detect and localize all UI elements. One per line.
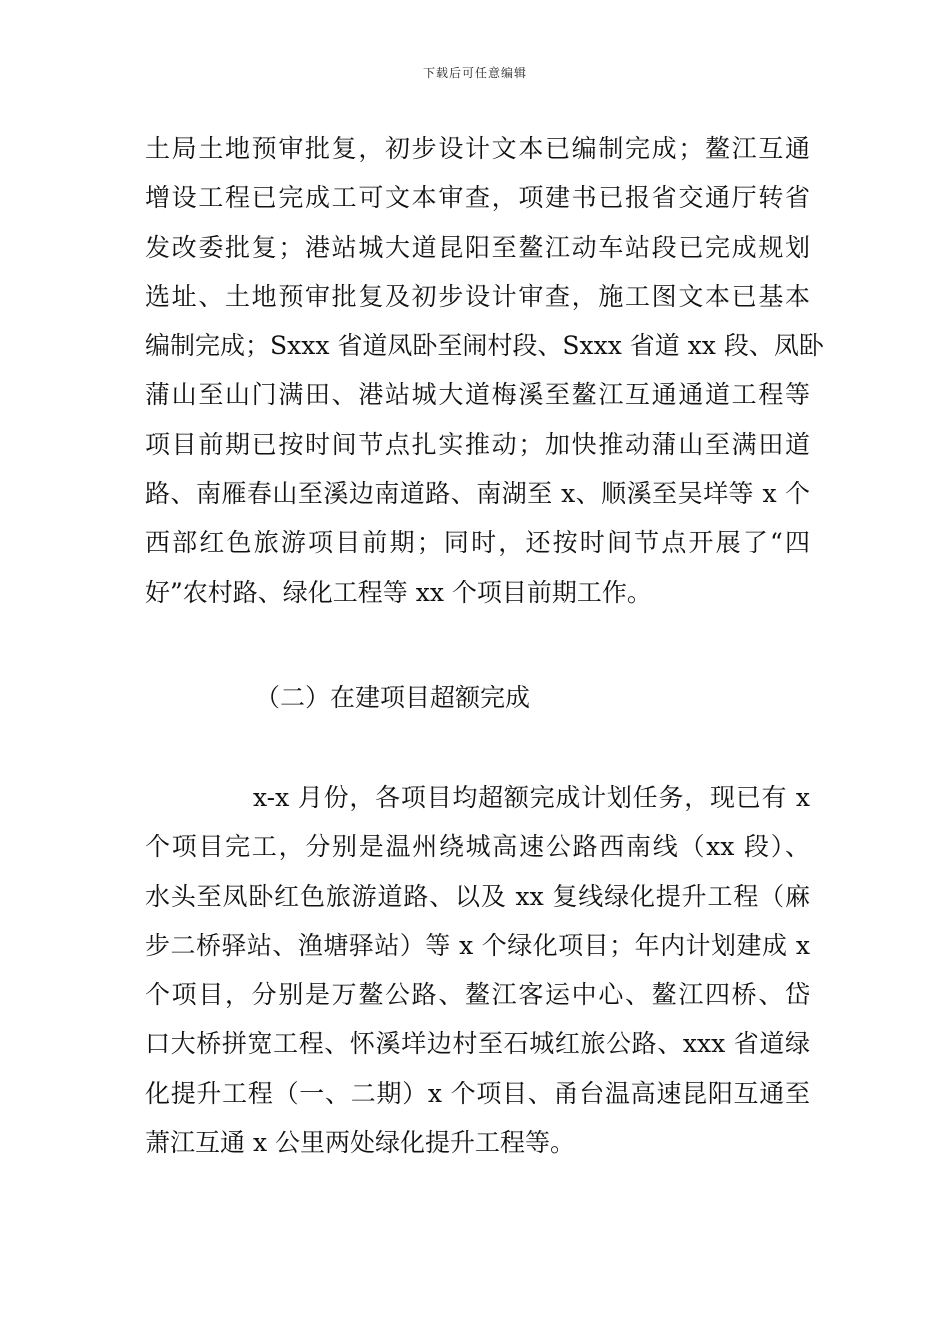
header-note: 下载后可任意编辑 — [422, 66, 527, 80]
paragraph-line: x-x 月份，各项目均超额完成计划任务，现已有 x — [253, 783, 810, 812]
paragraph-line: 编制完成；Sxxx 省道凤卧至闹村段、Sxxx 省道 xx 段、凤卧 — [145, 331, 824, 361]
paragraph-project-preparation — [145, 124, 824, 617]
paragraph-line: 项目前期已按时间节点扎实推动；加快推动蒲山至满田道 — [145, 429, 810, 459]
paragraph-line: 个项目，分别是万鳌公路、鳌江客运中心、鳌江四桥、岱 — [145, 980, 810, 1010]
paragraph-line: 化提升工程（一、二期）x 个项目、甬台温高速昆阳互通至 — [145, 1078, 810, 1108]
paragraph-line: 发改委批复；港站城大道昆阳至鳌江动车站段已完成规划 — [145, 232, 810, 262]
paragraph-line: 个项目完工，分别是温州绕城高速公路西南线（xx 段）、 — [145, 832, 810, 862]
paragraph-line: 好”农村路、绿化工程等 xx 个项目前期工作。 — [145, 577, 652, 607]
paragraph-line: 西部红色旅游项目前期；同时，还按时间节点开展了“四 — [145, 528, 810, 558]
paragraph-line: 土局土地预审批复，初步设计文本已编制完成；鳌江互通 — [145, 134, 810, 163]
paragraph-line: 蒲山至山门满田、港站城大道梅溪至鳌江互通通道工程等 — [145, 380, 810, 410]
paragraph-line: 路、南雁春山至溪边南道路、南湖至 x、顺溪至吴垟等 x 个 — [145, 479, 810, 509]
paragraph-projects-under-construction — [145, 773, 810, 1167]
paragraph-line: 水头至凤卧红色旅游道路、以及 xx 复线绿化提升工程（麻 — [145, 881, 810, 911]
section-heading: （二）在建项目超额完成 — [255, 683, 531, 712]
paragraph-line: 步二桥驿站、渔塘驿站）等 x 个绿化项目；年内计划建成 x — [145, 930, 810, 960]
paragraph-line: 选址、土地预审批复及初步设计审查，施工图文本已基本 — [145, 281, 810, 311]
paragraph-line: 增设工程已完成工可文本审查，项建书已报省交通厅转省 — [145, 183, 810, 213]
paragraph-line: 萧江互通 x 公里两处绿化提升工程等。 — [145, 1128, 575, 1158]
paragraph-line: 口大桥拼宽工程、怀溪垟边村至石城红旅公路、xxx 省道绿 — [145, 1029, 810, 1059]
